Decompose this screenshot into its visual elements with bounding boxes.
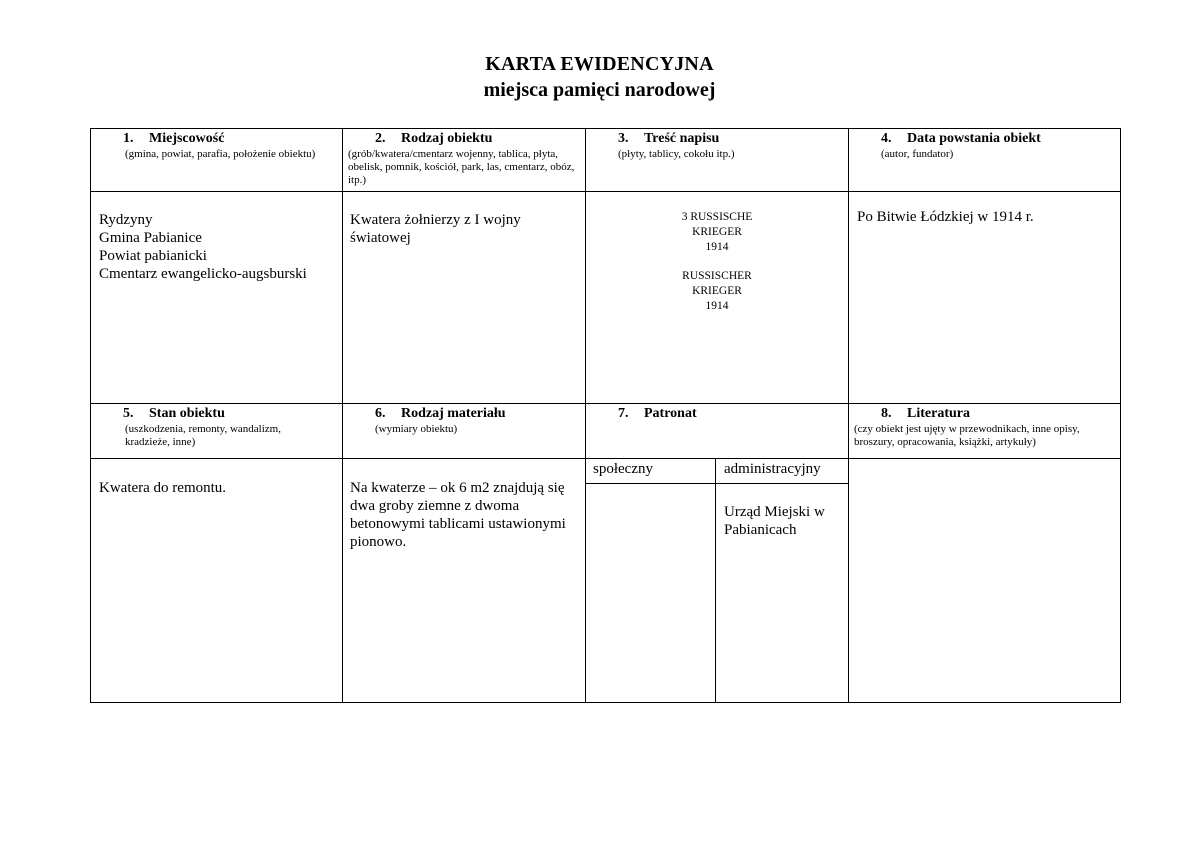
inscription-line: KRIEGER: [692, 285, 742, 297]
inscription-line: 1914: [705, 241, 729, 253]
text-line: Rydzyny: [99, 212, 153, 228]
inscription-line: RUSSISCHER: [682, 270, 752, 282]
section-label: Stan obiektu: [149, 406, 225, 421]
header-data-powstania: [881, 131, 1117, 161]
text-line: Powiat pabianicki: [99, 248, 207, 264]
section-label: Treść napisu: [644, 131, 720, 146]
header-tresc-napisu: [618, 131, 843, 161]
value-data-powstania: Po Bitwie Łódzkiej w 1914 r.: [857, 209, 1034, 225]
header-rodzaj-obiektu: [348, 131, 583, 187]
section-hint: (czy obiekt jest ujęty w przewodnikach, inne opisy, broszury, opracowania, książki, artykuły): [854, 423, 1080, 448]
header: [0, 52, 1199, 102]
value-rodzaj-materialu: Na kwaterze – ok 6 m2 znajdują się dwa groby ziemne z dwoma betonowymi tablicami ustawionymi pionowo.: [350, 480, 566, 550]
section-number: 4.: [881, 131, 892, 146]
value-tresc-napisu: [586, 210, 848, 314]
patronat-column-divider: [715, 458, 716, 703]
row-divider: [90, 191, 1121, 192]
patronat-spoleczny-label: społeczny: [593, 461, 653, 477]
patronat-administracyjny-value: Urząd Miejski w Pabianicach: [724, 504, 825, 538]
section-label: Rodzaj obiektu: [401, 131, 493, 146]
section-label: Patronat: [644, 406, 697, 421]
value-stan-obiektu: Kwatera do remontu.: [99, 480, 227, 496]
patronat-divider: [585, 483, 848, 484]
header-patronat: [618, 406, 843, 422]
value-rodzaj-obiektu: Kwatera żołnierzy z I wojny światowej: [350, 212, 521, 246]
row-divider: [90, 403, 1121, 404]
section-hint: (gmina, powiat, parafia, położenie obiektu): [125, 148, 316, 160]
section-hint: (autor, fundator): [881, 148, 954, 160]
section-label: Data powstania obiekt: [907, 131, 1041, 146]
column-divider: [342, 128, 343, 703]
patronat-administracyjny-label: administracyjny: [724, 461, 821, 477]
section-hint: (uszkodzenia, remonty, wandalizm, kradzieże, inne): [125, 423, 281, 448]
section-hint: (grób/kwatera/cmentarz wojenny, tablica, płyta, obelisk, pomnik, kościół, park, las, cmentarz, obóz, itp.): [348, 148, 575, 186]
section-number: 6.: [375, 406, 386, 421]
column-divider: [848, 128, 849, 703]
section-hint: (płyty, tablicy, cokołu itp.): [618, 148, 735, 160]
section-number: 5.: [123, 406, 134, 421]
inscription-line: 1914: [705, 300, 729, 312]
section-number: 1.: [123, 131, 134, 146]
row-divider: [90, 458, 1121, 459]
header-rodzaj-materialu: [375, 406, 583, 436]
header-miejscowosc: [123, 131, 338, 161]
section-number: 3.: [618, 131, 629, 146]
section-hint: (wymiary obiektu): [375, 423, 458, 435]
text-line: Cmentarz ewangelicko-augsburski: [99, 266, 307, 282]
header-literatura: [854, 406, 1119, 449]
inscription-line: KRIEGER: [692, 226, 742, 238]
section-number: 8.: [881, 406, 892, 421]
section-number: 7.: [618, 406, 629, 421]
section-number: 2.: [375, 131, 386, 146]
section-label: Rodzaj materiału: [401, 406, 506, 421]
inscription-line: 3 RUSSISCHE: [681, 211, 753, 223]
section-label: Literatura: [907, 406, 970, 421]
section-label: Miejscowość: [149, 131, 225, 146]
page-subtitle: miejsca pamięci narodowej: [483, 79, 716, 101]
header-stan-obiektu: [123, 406, 338, 449]
text-line: Gmina Pabianice: [99, 230, 202, 246]
page-title: KARTA EWIDENCYJNA: [485, 53, 714, 75]
value-miejscowosc: [99, 211, 339, 283]
